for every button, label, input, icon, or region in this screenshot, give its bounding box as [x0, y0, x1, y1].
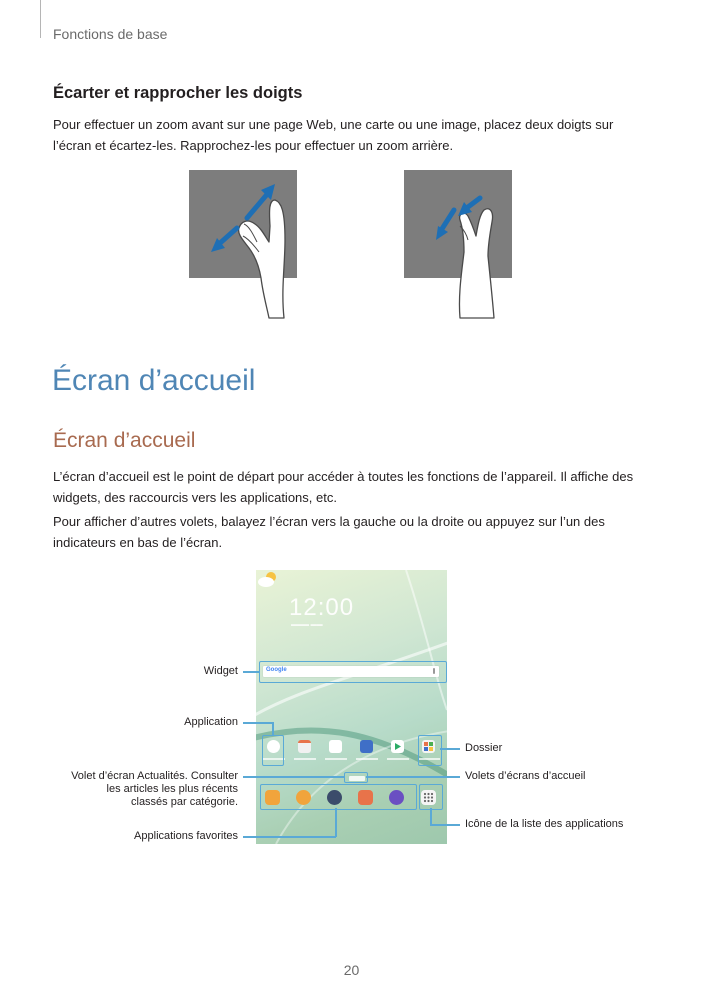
favorites-leader-h: [243, 836, 336, 838]
folder-leader: [440, 748, 460, 750]
memo-app-icon[interactable]: [329, 740, 342, 753]
app-label: [325, 758, 347, 760]
weather-icon: [256, 570, 280, 588]
widget-leader: [243, 671, 259, 673]
application-leader-v: [272, 722, 274, 735]
apps-icon-leader-v: [430, 808, 432, 825]
hand-spread-icon: [189, 170, 297, 330]
application-label: Application: [184, 716, 238, 728]
play-store-icon[interactable]: [391, 740, 404, 753]
section-title: Écran d’accueil: [53, 429, 196, 452]
apps-icon-leader-h: [430, 824, 460, 826]
section-header: Fonctions de base: [53, 26, 168, 42]
application-highlight: [262, 735, 284, 766]
widget-highlight: [259, 661, 447, 683]
news-leader: [243, 776, 344, 778]
chapter-title: Écran d’accueil: [52, 364, 256, 397]
spread-gesture-illustration: [189, 170, 297, 278]
app-label: [356, 758, 378, 760]
calendar-app-icon[interactable]: [298, 740, 311, 753]
clock-widget-time: 12:00: [289, 594, 355, 621]
pinch-description: Pour effectuer un zoom avant sur une page Web, une carte ou une image, placez deux doigts sur l’écran et écartez-les. Rapprochez-les pour effectuer un zoom arrière.: [53, 117, 614, 153]
favorites-leader-v: [335, 808, 337, 837]
hand-pinch-icon: [404, 170, 512, 330]
widget-label: Widget: [203, 665, 238, 677]
home-description-2: Pour afficher d’autres volets, balayez l’écran vers la gauche ou la droite ou appuyez sur l’un des indicateurs en bas de l’écran.: [53, 514, 605, 550]
apps-icon-highlight: [419, 784, 443, 810]
home-panels-label: Volets d’écrans d’accueil: [465, 770, 586, 782]
settings-app-icon[interactable]: [360, 740, 373, 753]
home-description-1: L’écran d’accueil est le point de départ pour accéder à toutes les fonctions de l’appareil. Il affiche des widgets, des raccourcis vers les applications, etc.: [53, 469, 634, 505]
favorites-label: Applications favorites: [134, 830, 238, 842]
page-number: 20: [343, 962, 360, 978]
apps-icon-label: Icône de la liste des applications: [465, 818, 624, 830]
news-panel-label: Volet d’écran Actualités. Consulter les articles les plus récents classés par catégorie.: [71, 770, 238, 808]
folder-label: Dossier: [465, 742, 503, 754]
folder-highlight: [418, 735, 442, 766]
panel-indicator-highlight: [344, 772, 368, 783]
panels-leader: [366, 776, 460, 778]
header-rule: [40, 0, 41, 38]
app-label: [387, 758, 409, 760]
application-leader-h: [243, 722, 273, 724]
app-label: [294, 758, 316, 760]
favorites-highlight: [260, 784, 417, 810]
clock-widget-date: ▬▬▬ ▬▬: [291, 622, 323, 628]
google-logo: Google: [266, 667, 287, 673]
pinch-gesture-illustration: [404, 170, 512, 278]
pinch-heading: Écarter et rapprocher les doigts: [53, 84, 303, 102]
